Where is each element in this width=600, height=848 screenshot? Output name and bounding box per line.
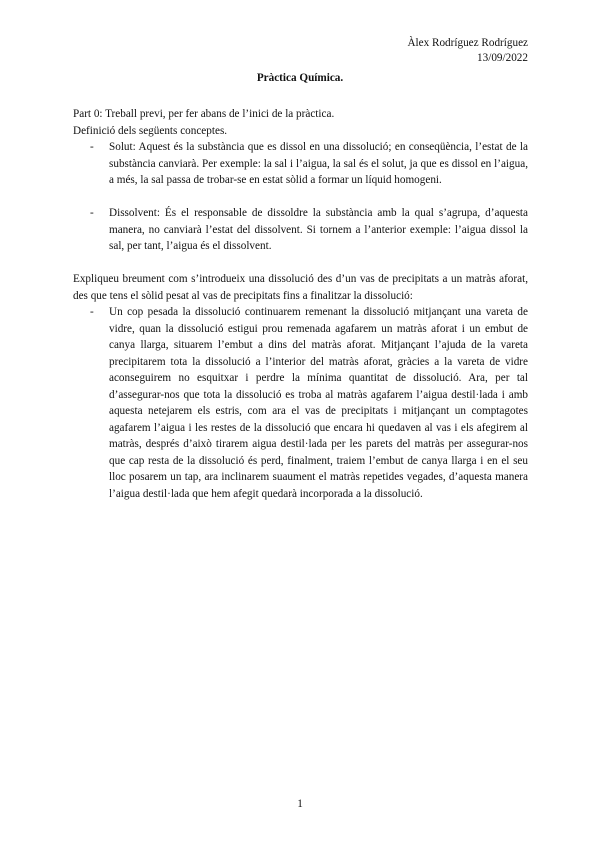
author-name: Àlex Rodríguez Rodríguez: [407, 37, 528, 49]
list-item: [73, 139, 528, 189]
procedure-list: [73, 304, 528, 502]
definitions-list: [73, 139, 528, 255]
list-spacer: [73, 189, 528, 206]
list-item: [73, 304, 528, 502]
question-paragraph: Expliqueu breument com s’introdueix una dissolució des d’un vas de precipitats a un matràs aforat, des que tens el sòlid pesat al vas de precipitats fins a finalitzar la dissolució:: [73, 273, 528, 302]
definition-solut: Solut: Aquest és la substància que es dissol en una dissolució; en conseqüència, l’estat de la substància canviarà. Per exemple: la sal i l’aigua, la sal és el solut, ja que es dissol en l’aigua, a més, la sal passa de trobar-se en estat sòlid a formar un líquid homogeni.: [109, 141, 528, 186]
bullet-dash: -: [90, 207, 94, 219]
bullet-dash: -: [90, 306, 94, 318]
definition-dissolvent: Dissolvent: És el responsable de dissoldre la substància amb la qual s’agrupa, d’aquesta manera, no canviarà l’estat del dissolvent. Si tornem a l’anterior exemple: l’aigua dissol la sal, per tant, l’aigua és el dissolvent.: [109, 207, 528, 252]
part-heading: Part 0: Treball previ, per fer abans de l’inici de la pràctica.: [73, 108, 335, 120]
document-date: 13/09/2022: [477, 52, 528, 64]
document-title: Pràctica Química.: [256, 72, 344, 84]
section-spacer: [73, 255, 528, 272]
procedure-text: Un cop pesada la dissolució continuarem remenant la dissolució mitjançant una vareta de vidre, quan la dissolució estigui prou remenada agafarem un matràs aforat i un embut de canya llarga, situarem l’embut a dins del matràs aforat. Mitjançant l’ajuda de la vareta precipitarem tota la dissolució a l’interior del matràs aforat, gràcies a la vareta de vidre aconseguirem no esquitxar i perdre la mínima quantitat de dissolució. Ara, per tal d’assegurar-nos que tota la dissolució es troba al matràs agafarem l’aigua destil·lada i amb aquesta netejarem els estris, com ara el vas de precipitats i mitjançant un comptagotes agafarem l’aigua i les restes de la dissolució que encara hi quedaven al vas i els afegirem al matràs, després d’això tirarem aigua destil·lada per les parets del matràs per assegurar-nos que cap resta de la dissolució és perd, finalment, traiem l’embut de canya llarga i en el seu lloc posarem un tap, ara inclinarem suaument el matràs repetides vegades, d’aquesta manera l’aigua destil·lada que hem afegit quedarà incorporada a la dissolució.: [109, 306, 528, 500]
document-body: [73, 106, 528, 502]
document-header: [407, 36, 528, 66]
page-number: 1: [297, 798, 303, 810]
definitions-heading: Definició dels següents conceptes.: [73, 124, 228, 137]
bullet-dash: -: [90, 141, 94, 153]
list-item: [73, 205, 528, 255]
